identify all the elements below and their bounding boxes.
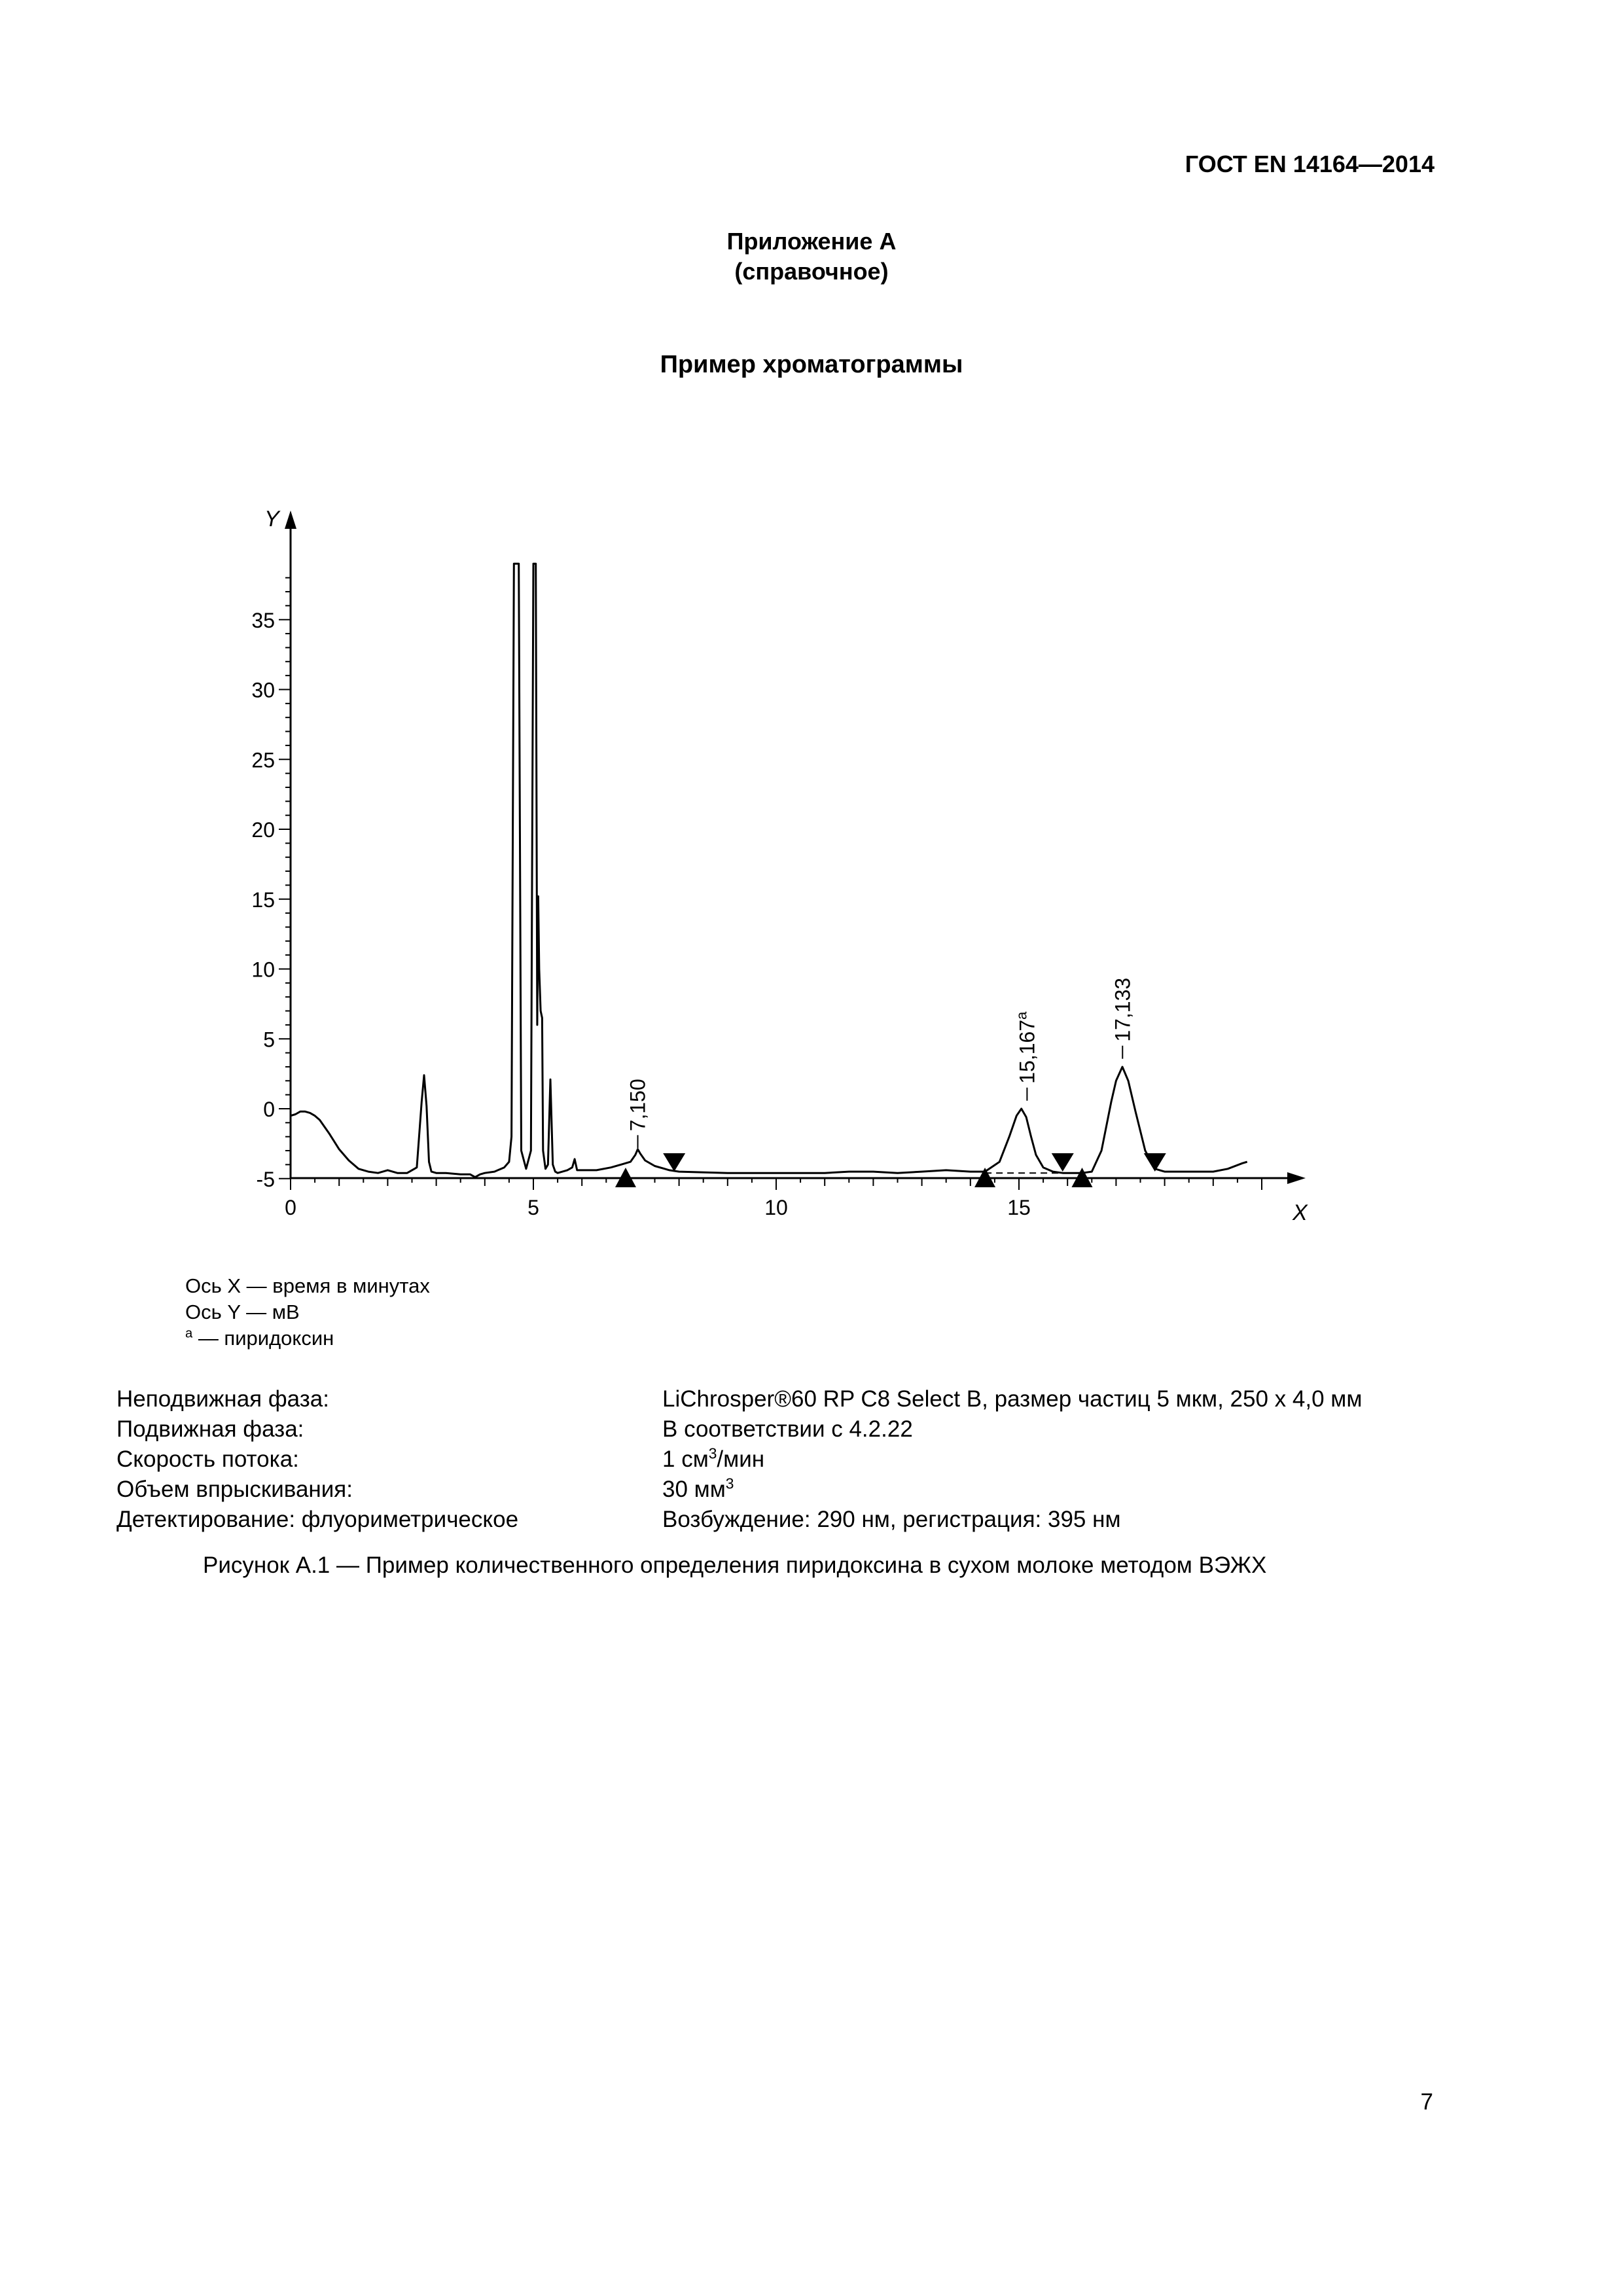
y-tick-label: -5 [256,1167,275,1191]
chart-plot [291,564,1247,1177]
integration-end-marker [1052,1153,1074,1172]
y-axis-label: Y [264,507,279,531]
y-tick-label: 5 [263,1028,275,1052]
chart-peak-labels [626,978,1135,1149]
integration-end-marker [1144,1153,1166,1172]
condition-value [662,1507,1121,1533]
document-header: ГОСТ EN 14164—2014 [1185,151,1435,177]
x-tick-label: 15 [1007,1196,1031,1219]
appendix-title: Приложение А [726,228,897,255]
x-tick-label: 5 [527,1196,539,1219]
y-tick-label: 0 [263,1098,275,1121]
peak-label: 15,167$^a$ [1013,1011,1039,1084]
x-tick-label: 0 [285,1196,296,1219]
y-tick-label: 30 [251,678,275,702]
legend-note [185,1327,334,1350]
appendix-subtitle: (справочное) [734,258,889,285]
condition-value-text: Возбуждение: 290 нм, регистрация: 395 нм [662,1507,1121,1532]
condition-value-tail: /мин [717,1446,765,1472]
condition-value-text: LiChrosper®60 RP C8 Select B, размер частиц 5 мкм, 250 x 4,0 мм [662,1386,1363,1412]
condition-value-text: 1 см [662,1446,709,1472]
condition-label: Детектирование: флуориметрическое [116,1507,519,1532]
chart-ticks [251,578,1262,1219]
y-tick-label: 20 [251,818,275,842]
legend-y-axis: Ось Y — мВ [185,1300,300,1323]
condition-value [662,1477,734,1503]
y-tick-label: 10 [251,958,275,982]
y-axis-arrow [285,511,296,529]
x-tick-label: 10 [764,1196,788,1219]
condition-value-sup: 3 [725,1475,734,1492]
y-tick-label: 25 [251,748,275,772]
section-title: Пример хроматограммы [660,351,963,378]
condition-value [662,1446,764,1473]
legend-note-text: — пиридоксин [192,1327,334,1350]
x-axis-label: X [1293,1200,1308,1225]
chart-markers [615,1153,1166,1187]
peak-label: 17,133 [1111,977,1135,1042]
condition-value-text: 30 мм [662,1477,726,1502]
condition-value-text: В соответствии с 4.2.22 [662,1416,913,1442]
figure-caption: Рисунок А.1 — Пример количественного определения пиридоксина в сухом молоке методом ВЭЖХ [203,1552,1267,1578]
condition-label: Скорость потока: [116,1446,299,1472]
condition-label: Объем впрыскивания: [116,1477,353,1502]
condition-value [662,1386,1362,1412]
page-number: 7 [1420,2089,1433,2115]
y-tick-label: 35 [251,608,275,632]
peak-label: 7,150 [626,1079,650,1132]
y-tick-label: 15 [251,888,275,912]
x-axis-arrow [1287,1172,1306,1184]
legend-note-sup: a [185,1326,193,1341]
condition-label: Неподвижная фаза: [116,1386,329,1412]
legend-x-axis: Ось X — время в минутах [185,1274,430,1297]
peak-label-sup: a [1013,1011,1030,1020]
condition-label: Подвижная фаза: [116,1416,304,1442]
condition-value [662,1416,913,1443]
chromatogram-line [291,564,1247,1177]
condition-value-sup: 3 [708,1444,717,1462]
